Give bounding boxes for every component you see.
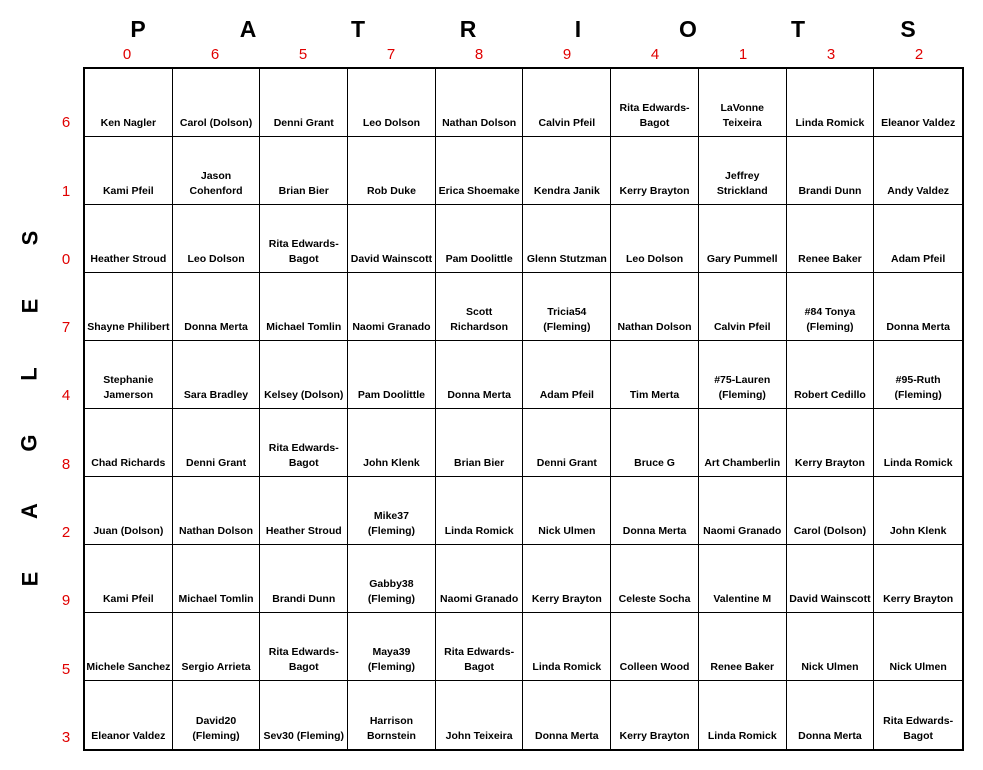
grid-cell-name: Heather Stroud xyxy=(90,253,167,265)
grid-cell xyxy=(787,273,875,341)
grid-cell xyxy=(699,681,787,749)
grid-cell-name: Nick Ulmen xyxy=(801,661,859,673)
grid-cell xyxy=(787,681,875,749)
column-number: 9 xyxy=(562,46,572,63)
grid-cell-name: Bruce G xyxy=(634,457,675,469)
grid-cell-name: Colleen Wood xyxy=(619,661,690,673)
grid-cell-name: Donna Merta xyxy=(886,321,950,333)
grid-cell-name: Tricia54 (Fleming) xyxy=(543,306,591,333)
grid-cell xyxy=(611,477,699,545)
grid-cell-name: Brandi Dunn xyxy=(798,185,862,197)
grid-cell-name: Pam Doolittle xyxy=(357,389,425,401)
grid-cell xyxy=(85,545,173,613)
grid-cell xyxy=(787,205,875,273)
top-team-letter: P xyxy=(130,16,146,42)
grid-cell-name: Brian Bier xyxy=(454,457,505,469)
grid-cell-name: David Wainscott xyxy=(350,253,433,265)
grid-cell xyxy=(436,137,524,205)
grid-cell-name: Chad Richards xyxy=(91,457,166,469)
grid-cell-name: Kami Pfeil xyxy=(102,593,154,605)
grid-cell-name: Eleanor Valdez xyxy=(881,117,956,129)
grid-cell xyxy=(523,613,611,681)
grid-cell xyxy=(348,69,436,137)
side-team-letter: E xyxy=(17,298,42,314)
grid-cell-name: Tim Merta xyxy=(629,389,680,401)
top-team-letter: A xyxy=(239,16,257,42)
grid-cell xyxy=(874,681,962,749)
grid-cell xyxy=(874,409,962,477)
row-number: 4 xyxy=(61,387,71,405)
grid-cell-name: Naomi Granado xyxy=(703,525,782,537)
grid-cell-name: Linda Romick xyxy=(795,117,865,129)
grid-cell-name: #95-Ruth (Fleming) xyxy=(894,374,942,401)
grid-cell xyxy=(436,409,524,477)
row-number: 1 xyxy=(61,182,71,200)
grid-cell xyxy=(173,273,261,341)
top-team-letter: T xyxy=(790,16,806,42)
row-number: 5 xyxy=(61,660,71,678)
grid-cell-name: Juan (Dolson) xyxy=(93,525,164,537)
grid-cell-name: Leo Dolson xyxy=(625,253,684,265)
grid-cell xyxy=(348,545,436,613)
grid-cell-name: Sev30 (Fleming) xyxy=(263,730,344,742)
grid-cell xyxy=(699,613,787,681)
side-team-letter: A xyxy=(16,502,42,519)
grid-cell-name: Jeffrey Strickland xyxy=(716,170,768,197)
grid-cell xyxy=(523,273,611,341)
grid-cell-name: Leo Dolson xyxy=(187,253,245,265)
grid-cell-name: Mike37 (Fleming) xyxy=(367,510,416,537)
grid-cell-name: Gary Pummell xyxy=(706,253,778,265)
grid-cell xyxy=(85,69,173,137)
grid-cell-name: Linda Romick xyxy=(532,661,602,673)
grid-cell xyxy=(436,477,524,545)
grid-cell-name: LaVonne Teixeira xyxy=(720,102,765,129)
grid-cell-name: Donna Merta xyxy=(798,730,862,742)
grid-cell xyxy=(173,681,261,749)
grid-cell xyxy=(874,613,962,681)
side-team-letter-slot xyxy=(10,204,50,272)
top-team-letter: R xyxy=(459,16,477,42)
grid-cell-name: John Teixeira xyxy=(445,730,513,742)
grid-cell xyxy=(260,341,348,409)
side-team-name xyxy=(10,67,50,750)
grid-cell xyxy=(436,545,524,613)
grid-cell xyxy=(611,613,699,681)
side-team-letter-slot xyxy=(10,408,50,476)
grid-cell xyxy=(699,341,787,409)
row-number: 6 xyxy=(61,114,71,132)
row-number: 3 xyxy=(61,728,71,746)
grid-cell-name: Rita Edwards- Bagot xyxy=(268,238,339,265)
grid-cell xyxy=(173,69,261,137)
grid-cell-name: Eleanor Valdez xyxy=(91,730,166,742)
column-number: 6 xyxy=(210,46,220,63)
grid-cell-name: Kerry Brayton xyxy=(531,593,602,605)
grid-cell-name: Pam Doolittle xyxy=(445,253,513,265)
grid-cell-name: Kendra Janik xyxy=(533,185,600,197)
side-team-letter-slot xyxy=(10,545,50,613)
row-number: 0 xyxy=(61,250,71,268)
grid-cell-name: Stephanie Jamerson xyxy=(103,374,154,401)
grid-cell-name: Naomi Granado xyxy=(352,321,431,333)
grid-cell xyxy=(348,341,436,409)
grid-cell xyxy=(173,409,261,477)
grid-cell-name: Renee Baker xyxy=(710,661,775,673)
column-number: 5 xyxy=(298,46,308,63)
side-team-letter-slot xyxy=(10,340,50,408)
grid-cell xyxy=(173,545,261,613)
grid-cell xyxy=(348,273,436,341)
top-team-letter: T xyxy=(350,16,366,42)
column-number: 3 xyxy=(826,46,836,63)
grid-cell-name: Rob Duke xyxy=(366,185,416,197)
top-team-letter: S xyxy=(900,16,916,42)
grid-cell xyxy=(874,477,962,545)
grid-cell-name: Adam Pfeil xyxy=(891,253,946,265)
grid-cell-name: Kerry Brayton xyxy=(794,457,865,469)
grid-cell xyxy=(436,341,524,409)
grid-cell xyxy=(85,409,173,477)
grid-cell-name: Nathan Dolson xyxy=(178,525,254,537)
grid-cell-name: Nick Ulmen xyxy=(889,661,947,673)
top-team-letter: O xyxy=(679,16,697,42)
grid-cell xyxy=(523,69,611,137)
grid-cell xyxy=(260,613,348,681)
side-team-letter-slot xyxy=(10,682,50,750)
grid-cell-name: Jason Cohenford xyxy=(189,170,243,197)
top-team-name xyxy=(83,16,963,46)
grid-cell-name: Kerry Brayton xyxy=(883,593,954,605)
grid-cell xyxy=(260,69,348,137)
grid-cell xyxy=(85,341,173,409)
grid-cell xyxy=(173,477,261,545)
grid-cell-name: Celeste Socha xyxy=(618,593,691,605)
grid-cell xyxy=(260,205,348,273)
grid-cell xyxy=(523,341,611,409)
column-number: 0 xyxy=(122,46,132,63)
side-team-letter: G xyxy=(17,434,42,452)
grid-cell xyxy=(85,613,173,681)
side-team-letter-slot xyxy=(10,135,50,203)
top-team-letter: I xyxy=(574,16,582,42)
grid-cell xyxy=(260,681,348,749)
grid-cell xyxy=(523,681,611,749)
grid-cell-name: Shayne Philibert xyxy=(87,321,170,333)
grid-cell-name: David20 (Fleming) xyxy=(192,715,240,742)
grid-cell-name: Kelsey (Dolson) xyxy=(264,389,344,401)
grid-cell xyxy=(787,409,875,477)
grid-cell xyxy=(611,341,699,409)
column-number: 7 xyxy=(386,46,396,63)
grid-cell-name: Naomi Granado xyxy=(440,593,519,605)
grid-cell-name: Linda Romick xyxy=(883,457,953,469)
side-team-letter: S xyxy=(17,230,42,246)
column-number: 8 xyxy=(474,46,484,63)
grid-cell-name: Carol (Dolson) xyxy=(793,525,867,537)
grid-cell xyxy=(611,681,699,749)
grid-cell xyxy=(436,681,524,749)
grid-cell-name: Rita Edwards- Bagot xyxy=(268,646,339,673)
grid-cell xyxy=(260,273,348,341)
side-team-letter-slot xyxy=(10,67,50,135)
grid-cell-name: Rita Edwards- Bagot xyxy=(444,646,515,673)
grid-cell xyxy=(874,137,962,205)
grid-cell-name: Gabby38 (Fleming) xyxy=(367,578,416,605)
grid-cell xyxy=(348,681,436,749)
grid-cell-name: Linda Romick xyxy=(707,730,777,742)
grid-cell-name: Leo Dolson xyxy=(362,117,421,129)
grid-cell xyxy=(260,545,348,613)
grid-cell xyxy=(699,545,787,613)
grid-cell-name: Renee Baker xyxy=(798,253,862,265)
grid-cell xyxy=(611,205,699,273)
grid-cell-name: David Wainscott xyxy=(789,593,871,605)
column-numbers xyxy=(83,46,963,68)
grid-cell xyxy=(611,545,699,613)
grid-cell xyxy=(699,409,787,477)
grid-cell-name: Glenn Stutzman xyxy=(526,253,607,265)
grid-cell-name: Calvin Pfeil xyxy=(713,321,771,333)
grid-cell-name: John Klenk xyxy=(363,457,420,469)
grid-cell-name: Maya39 (Fleming) xyxy=(367,646,416,673)
grid-cell xyxy=(611,137,699,205)
grid-cell xyxy=(787,69,875,137)
grid-cell-name: Brandi Dunn xyxy=(272,593,336,605)
grid-cell xyxy=(523,205,611,273)
grid-cell xyxy=(436,613,524,681)
grid-cell xyxy=(260,409,348,477)
grid-cell-name: Scott Richardson xyxy=(450,306,509,333)
grid-cell xyxy=(436,205,524,273)
grid-cell-name: Donna Merta xyxy=(447,389,511,401)
grid-cell-name: Nathan Dolson xyxy=(617,321,692,333)
side-team-letter: L xyxy=(16,367,42,382)
grid-cell xyxy=(874,545,962,613)
grid-cell-name: Kami Pfeil xyxy=(102,185,154,197)
grid-cell xyxy=(173,613,261,681)
column-number: 4 xyxy=(650,46,660,63)
grid-cell-name: Donna Merta xyxy=(535,730,599,742)
grid-cell-name: Denni Grant xyxy=(185,457,247,469)
grid-cell xyxy=(787,613,875,681)
side-team-letter-slot xyxy=(10,272,50,340)
grid-cell xyxy=(523,545,611,613)
grid-cell xyxy=(436,69,524,137)
grid-cell-name: Donna Merta xyxy=(622,525,687,537)
grid-cell xyxy=(348,409,436,477)
side-team-letter: E xyxy=(17,571,42,587)
grid-cell xyxy=(611,409,699,477)
grid-cell xyxy=(348,477,436,545)
grid-cell xyxy=(611,69,699,137)
grid-cell-name: Denni Grant xyxy=(273,117,334,129)
grid-cell xyxy=(874,205,962,273)
grid-cell-name: Donna Merta xyxy=(184,321,248,333)
grid-cell xyxy=(523,137,611,205)
grid-cell xyxy=(611,273,699,341)
grid-cell-name: Kerry Brayton xyxy=(619,185,690,197)
row-number: 2 xyxy=(61,524,71,542)
grid-cell xyxy=(173,341,261,409)
grid-cell xyxy=(874,69,962,137)
column-number: 2 xyxy=(914,46,924,63)
grid-cell-name: Linda Romick xyxy=(444,525,514,537)
row-numbers xyxy=(50,67,82,750)
grid-cell xyxy=(523,477,611,545)
grid-cell xyxy=(874,341,962,409)
grid-cell xyxy=(85,477,173,545)
grid-cell-name: #84 Tonya (Fleming) xyxy=(804,306,856,333)
column-number: 1 xyxy=(738,46,748,63)
grid-cell xyxy=(260,137,348,205)
grid-cell-name: Art Chamberlin xyxy=(704,457,781,469)
grid-cell-name: Rita Edwards- Bagot xyxy=(268,442,339,469)
grid-cell xyxy=(874,273,962,341)
grid-cell-name: Valentine M xyxy=(713,593,772,605)
row-number: 9 xyxy=(61,592,71,610)
grid-cell xyxy=(348,205,436,273)
side-team-letter-slot xyxy=(10,477,50,545)
grid-cell-name: Brian Bier xyxy=(278,185,329,197)
grid-cell xyxy=(787,341,875,409)
grid-cell-name: Adam Pfeil xyxy=(539,389,594,401)
grid-cell xyxy=(173,137,261,205)
grid-cell-name: Sara Bradley xyxy=(183,389,249,401)
grid-cell xyxy=(699,273,787,341)
grid-cell-name: Rita Edwards- Bagot xyxy=(619,102,690,129)
grid-cell-name: Harrison Bornstein xyxy=(366,715,416,742)
side-team-letter-slot xyxy=(10,613,50,681)
grid-cell-name: Denni Grant xyxy=(536,457,597,469)
grid-cell-name: Sergio Arrieta xyxy=(181,661,251,673)
grid-cell-name: Nathan Dolson xyxy=(442,117,517,129)
grid-cell-name: Andy Valdez xyxy=(887,185,950,197)
row-number: 8 xyxy=(61,455,71,473)
grid-cell xyxy=(787,477,875,545)
row-number: 7 xyxy=(61,319,71,337)
grid-cell-name: Michael Tomlin xyxy=(178,593,254,605)
grid-cell xyxy=(85,273,173,341)
grid-cell xyxy=(523,409,611,477)
grid-cell xyxy=(260,477,348,545)
grid-cell-name: Robert Cedillo xyxy=(794,389,866,401)
grid-cell xyxy=(787,137,875,205)
grid-cell-name: Michael Tomlin xyxy=(266,321,342,333)
grid-cell-name: Kerry Brayton xyxy=(619,730,690,742)
grid-cell-name: Rita Edwards- Bagot xyxy=(883,715,954,742)
grid-cell xyxy=(348,613,436,681)
grid-cell xyxy=(348,137,436,205)
grid-cell xyxy=(436,273,524,341)
grid-cell-name: Ken Nagler xyxy=(100,117,157,129)
grid-cell-name: #75-Lauren (Fleming) xyxy=(714,374,771,401)
grid-cell-name: John Klenk xyxy=(889,525,947,537)
grid-cell xyxy=(699,69,787,137)
grid-cell-name: Heather Stroud xyxy=(265,525,342,537)
grid-cell xyxy=(699,477,787,545)
grid-cell-name: Michele Sanchez xyxy=(86,661,171,673)
grid-cell xyxy=(173,205,261,273)
grid-cell-name: Erica Shoemake xyxy=(438,185,520,197)
grid-cell xyxy=(85,205,173,273)
grid-cell xyxy=(85,137,173,205)
grid-cell xyxy=(787,545,875,613)
grid-cell xyxy=(699,205,787,273)
grid-cell-name: Calvin Pfeil xyxy=(538,117,596,129)
squares-grid xyxy=(83,67,964,751)
grid-cell xyxy=(85,681,173,749)
grid-cell-name: Nick Ulmen xyxy=(538,525,596,537)
grid-cell-name: Carol (Dolson) xyxy=(179,117,253,129)
grid-cell xyxy=(699,137,787,205)
